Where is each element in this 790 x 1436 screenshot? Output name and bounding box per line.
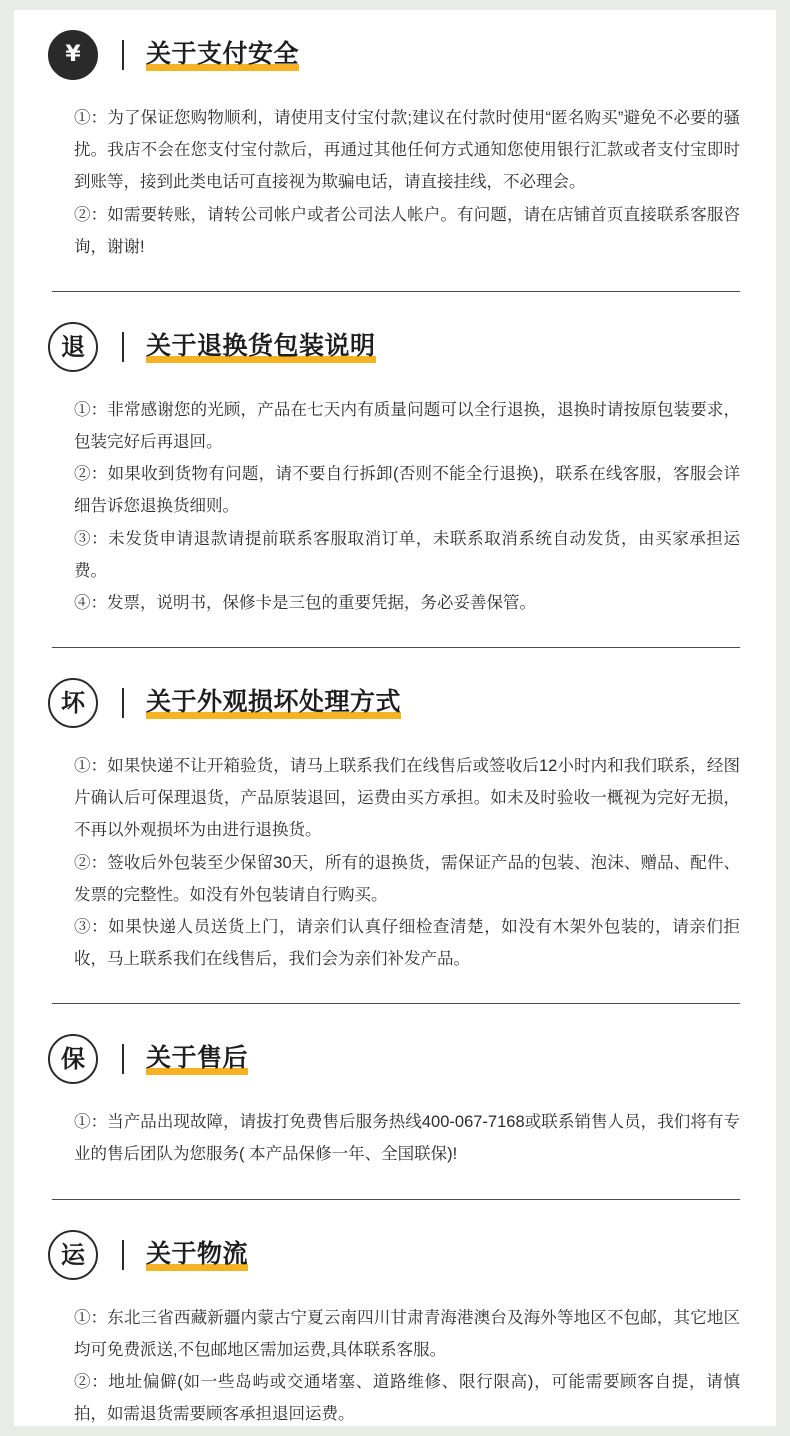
section-title: 关于外观损坏处理方式 — [146, 687, 401, 719]
paragraph: ②：如果收到货物有问题，请不要自行拆卸(否则不能全行退换)，联系在线客服，客服会详细告诉您退换货细则。 — [74, 465, 740, 516]
section-body — [48, 102, 744, 291]
paragraph: ②：如需要转账，请转公司帐户或者公司法人帐户。有问题，请在店铺首页直接联系客服咨询，谢谢! — [74, 205, 740, 256]
paragraph: ①：如果快递不让开箱验货，请马上联系我们在线售后或签收后12小时内和我们联系，经图片确认后可保理退货，产品原装退回，运费由买方承担。如未及时验收一概视为完好无损，不再以外观损坏为由进行退换货。 — [74, 757, 740, 840]
header-separator — [122, 688, 124, 718]
section-title: 关于物流 — [146, 1239, 248, 1271]
section-header — [48, 648, 744, 750]
section-body — [48, 750, 744, 1003]
header-separator — [122, 332, 124, 362]
header-separator — [122, 1240, 124, 1270]
section-header — [48, 1004, 744, 1106]
shipping-badge-icon — [48, 1230, 98, 1280]
header-separator — [122, 40, 124, 70]
section-payment-safety — [48, 0, 744, 292]
section-return-packaging — [48, 292, 744, 648]
shipping-icon: 运 — [61, 1240, 85, 1269]
section-header — [48, 292, 744, 394]
paragraph: ②：签收后外包装至少保留30天，所有的退换货，需保证产品的包装、泡沫、赠品、配件、发票的完整性。如没有外包装请自行购买。 — [74, 853, 740, 904]
paragraph: ①：当产品出现故障，请拔打免费售后服务热线400-067-7168或联系销售人员，我们将有专业的售后团队为您服务( 本产品保修一年、全国联保)! — [74, 1113, 740, 1164]
section-header — [48, 1200, 744, 1302]
paragraph: ①：非常感谢您的光顾，产品在七天内有质量问题可以全行退换，退换时请按原包装要求，包装完好后再退回。 — [74, 400, 740, 452]
paragraph: ②：地址偏僻(如一些岛屿或交通堵塞、道路维修、限行限高)，可能需要顾客自提，请慎拍，如需退货需要顾客承担退回运费。 — [74, 1372, 740, 1424]
section-damage-handling — [48, 648, 744, 1004]
section-after-sales — [48, 1004, 744, 1199]
damage-badge-icon — [48, 678, 98, 728]
header-separator — [122, 1044, 124, 1074]
section-body — [48, 1106, 744, 1198]
section-title: 关于售后 — [146, 1043, 248, 1075]
warranty-icon: 保 — [61, 1045, 85, 1074]
return-badge-icon — [48, 322, 98, 372]
paragraph: ③：未发货申请退款请提前联系客服取消订单，未联系取消系统自动发货，由买家承担运费。 — [74, 529, 740, 580]
section-body — [48, 394, 744, 647]
yen-badge-icon — [48, 30, 98, 80]
return-icon: 退 — [61, 332, 85, 361]
paragraph: ①：东北三省西藏新疆内蒙古宁夏云南四川甘肃青海港澳台及海外等地区不包邮，其它地区均可免费派送,不包邮地区需加运费,具体联系客服。 — [74, 1308, 740, 1359]
paragraph: ①：为了保证您购物顺利，请使用支付宝付款;建议在付款时使用“匿名购买”避免不必要的骚扰。我店不会在您支付宝付款后，再通过其他任何方式通知您使用银行汇款或者支付宝即时到账等，接到此类电话可直接视为欺骗电话，请直接挂线，不必理会。 — [74, 109, 740, 192]
yen-icon: ¥ — [65, 42, 81, 67]
section-title: 关于支付安全 — [146, 39, 299, 71]
paragraph: ③：如果快递人员送货上门，请亲们认真仔细检查清楚，如没有木架外包装的，请亲们拒收，马上联系我们在线售后，我们会为亲们补发产品。 — [74, 917, 740, 969]
warranty-badge-icon — [48, 1034, 98, 1084]
damage-icon: 坏 — [61, 689, 85, 718]
section-logistics — [48, 1200, 744, 1436]
section-body — [48, 1302, 744, 1436]
section-title: 关于退换货包装说明 — [146, 331, 376, 363]
paragraph: ④：发票，说明书，保修卡是三包的重要凭据，务必妥善保管。 — [74, 593, 536, 612]
section-header — [48, 0, 744, 102]
